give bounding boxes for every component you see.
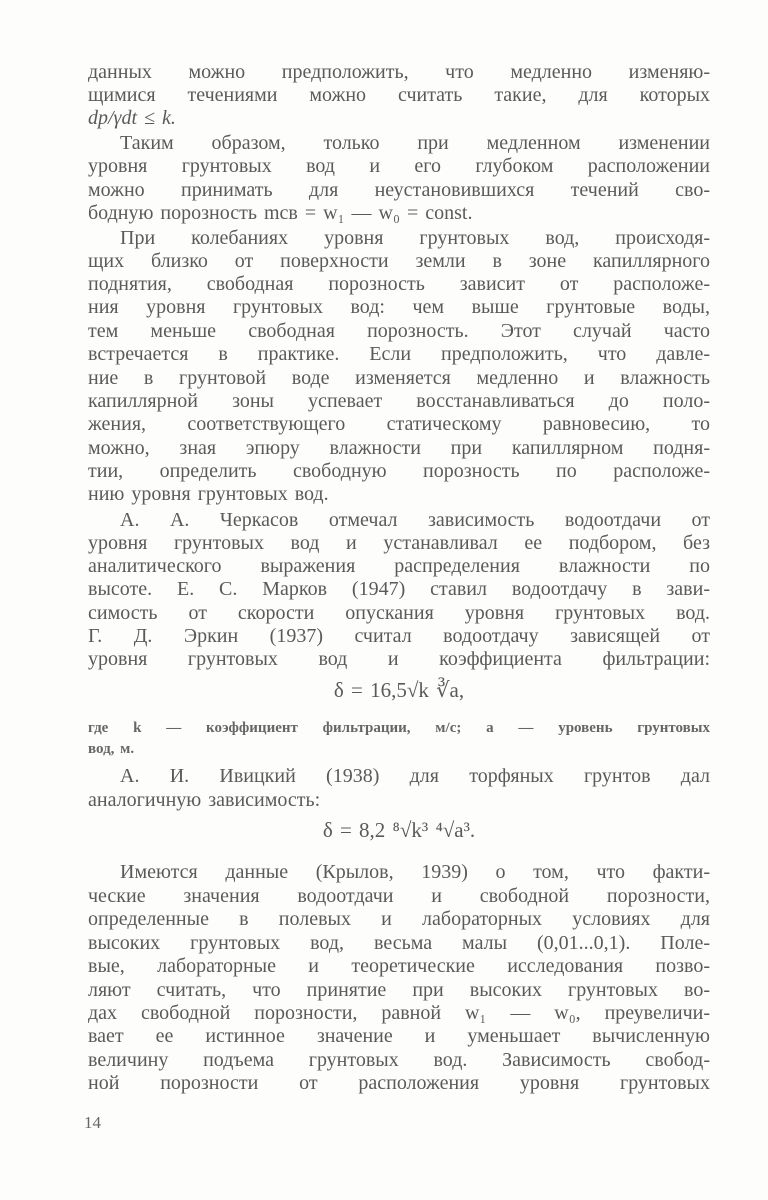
text-line: Таким образом, только при медленном изменении <box>120 132 710 154</box>
text-line: вод, м. <box>88 741 135 757</box>
text-line: ческие значения водоотдачи и свободной порозности, <box>88 885 710 907</box>
text-line: уровня грунтовых вод и устанавливал ее подбором, без <box>88 532 710 554</box>
text-line: аналогичную зависимость: <box>88 789 321 811</box>
text-line: тии, определить свободную порозность по расположе- <box>88 460 710 482</box>
formula: δ = 8,2 ⁸√k³ ⁴√a³. <box>322 818 476 842</box>
text-line: величину подъема грунтовых вод. Зависимость свобод- <box>88 1049 710 1071</box>
text-line: тем меньше свободная порозность. Этот случай часто <box>88 320 710 342</box>
text-line: бодную порозность mсв = w₁ — w₀ = const. <box>88 202 473 224</box>
text-line: Имеются данные (Крылов, 1939) о том, что факти- <box>120 861 710 883</box>
text-line: щих близко от поверхности земли в зоне капиллярного <box>88 250 710 272</box>
text-line: вает ее истинное значение и уменьшает вычисленную <box>88 1025 710 1047</box>
text-line: А. А. Черкасов отмечал зависимость водоотдачи от <box>120 509 710 531</box>
text-line: можно, зная эпюру влажности при капиллярном подня- <box>88 437 710 459</box>
text-line: дах свободной порозности, равной w₁ — w₀, преувеличи- <box>88 1002 710 1024</box>
text-line: уровня грунтовых вод и его глубоком расположении <box>88 155 710 177</box>
text-line: аналитического выражения распределения влажности по <box>88 555 710 577</box>
text-line: ние в грунтовой воде изменяется медленно и влажность <box>88 367 710 389</box>
text-line: dp/γdt ≤ k. <box>88 107 176 129</box>
text-line: данных можно предположить, что медленно изменяю- <box>88 61 710 83</box>
text-line: ной порозности от расположения уровня грунтовых <box>88 1072 710 1094</box>
text-line: жения, соответствующего статическому равновесию, то <box>88 413 710 435</box>
text-line: капиллярной зоны успевает восстанавливаться до поло- <box>88 390 710 412</box>
text-line: встречается в практике. Если предположить, что давле- <box>88 343 710 365</box>
text-line: ния уровня грунтовых вод: чем выше грунтовые воды, <box>88 296 710 318</box>
text-line: высоте. Е. С. Марков (1947) ставил водоотдачу в зави- <box>88 578 710 600</box>
text-line: Г. Д. Эркин (1937) считал водоотдачу зависящей от <box>88 625 710 647</box>
text-line: А. И. Ивицкий (1938) для торфяных грунтов дал <box>120 765 710 787</box>
text-line: ляют считать, что принятие при высоких грунтовых во- <box>88 979 710 1001</box>
text-line: определенные в полевых и лабораторных условиях для <box>88 908 710 930</box>
text-line: вые, лабораторные и теоретические исследования позво- <box>88 955 710 977</box>
text-line: нию уровня грунтовых вод. <box>88 483 329 505</box>
text-line: где k — коэффициент фильтрации, м/с; a — уровень грунтовых <box>88 720 710 736</box>
formula: δ = 16,5√k ∛a, <box>333 678 465 702</box>
text-line: поднятия, свободная порозность зависит от расположе- <box>88 273 710 295</box>
page-number: 14 <box>84 1113 101 1132</box>
text-line: можно принимать для неустановившихся течений сво- <box>88 179 710 201</box>
text-line: симость от скорости опускания уровня грунтовых вод. <box>88 602 710 624</box>
text-line: уровня грунтовых вод и коэффициента фильтрации: <box>88 648 710 670</box>
text-line: При колебаниях уровня грунтовых вод, происходя- <box>120 227 710 249</box>
text-line: щимися течениями можно считать такие, для которых <box>88 84 710 106</box>
text-line: высоких грунтовых вод, весьма малы (0,01...0,1). Поле- <box>88 932 710 954</box>
